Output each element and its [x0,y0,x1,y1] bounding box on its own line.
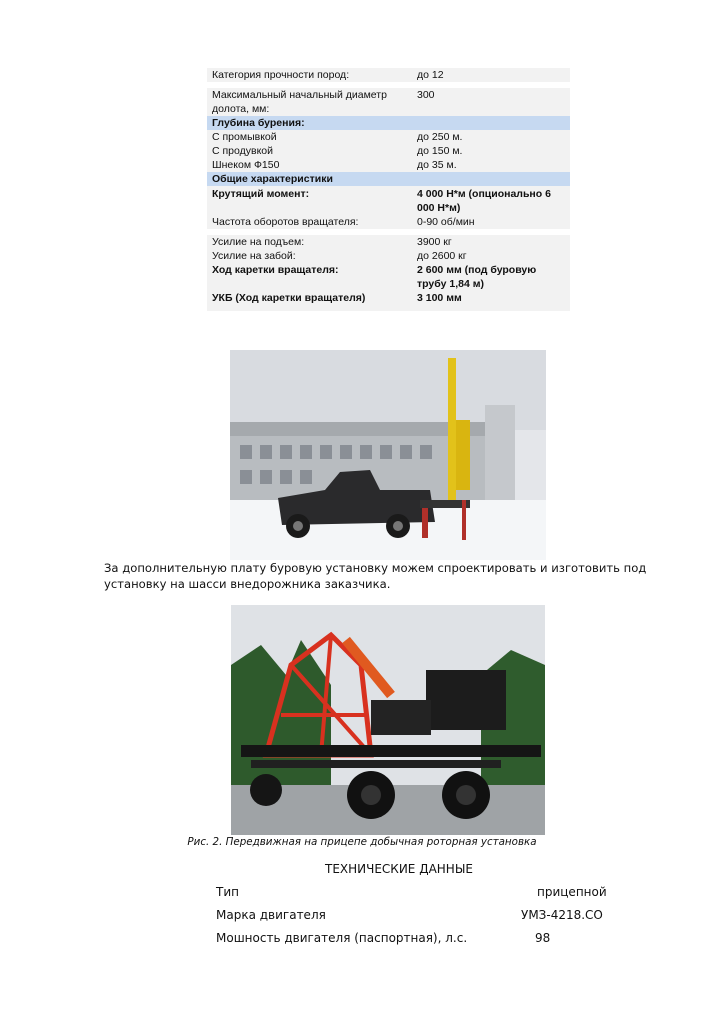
spec-row-diameter [207,88,570,116]
spec-value: 300 [417,89,435,101]
spec-row-torque [207,186,570,215]
figure-caption: Рис. 2. Передвижная на прицепе добычная роторная установка [187,836,537,848]
spec-row-flush [207,130,570,144]
spec-label: Крутящий момент: [212,188,310,200]
tech-value-engine: УМЗ-4218.СО [521,908,603,922]
spec-label: Категория прочности пород: [212,69,350,81]
spec-row-ukb [207,291,570,311]
spec-label: УКБ (Ход каретки вращателя) [212,292,366,304]
spec-value: до 12 [417,69,444,81]
section-depth: Глубина бурения: [207,116,570,130]
spec-label: Максимальный начальный диаметр долота, мм: [212,89,387,115]
spec-label: Усилие на подъем: [212,236,305,248]
spec-row-rock [207,68,570,82]
custom-build-paragraph: За дополнительную плату буровую установку можем спроектировать и изготовить под установку на шасси внедорожника заказчика. [104,561,647,591]
spec-label: Шнеком Ф150 [212,159,280,171]
spec-value: до 35 м. [417,159,457,171]
spec-label: С продувкой [212,145,274,157]
spec-label: Усилие на забой: [212,250,296,262]
spec-table [207,68,570,311]
tech-label-engine: Марка двигателя [216,908,326,922]
spec-label: Частота оборотов вращателя: [212,216,359,228]
spec-label: С промывкой [212,131,277,143]
spec-value: до 150 м. [417,145,463,157]
trailer-rig-photo [231,605,545,835]
spec-row-blow [207,144,570,158]
spec-row-rotation [207,215,570,229]
tech-value-power: 98 [535,931,551,945]
spec-row-push [207,249,570,263]
spec-row-lift [207,235,570,249]
spec-label: Ход каретки вращателя: [212,264,339,276]
spec-value: 0-90 об/мин [417,216,475,228]
spec-row-auger [207,158,570,172]
spec-value: до 2600 кг [417,250,467,262]
spec-value: 3900 кг [417,236,452,248]
spec-value: до 250 м. [417,131,463,143]
section-general: Общие характеристики [207,172,570,186]
pickup-drill-photo [230,350,546,560]
tech-heading: ТЕХНИЧЕСКИЕ ДАННЫЕ [324,862,473,876]
tech-value-type: прицепной [537,885,607,899]
tech-label-type: Тип [216,885,239,899]
tech-label-power: Мошность двигателя (паспортная), л.с. [216,931,468,945]
spec-row-stroke [207,263,570,291]
spec-value: 3 100 мм [417,292,462,304]
spec-value: 2 600 мм (под буровую трубу 1,84 м) [417,264,537,290]
spec-value: 4 000 Н*м (опционально 6 000 Н*м) [417,188,551,214]
